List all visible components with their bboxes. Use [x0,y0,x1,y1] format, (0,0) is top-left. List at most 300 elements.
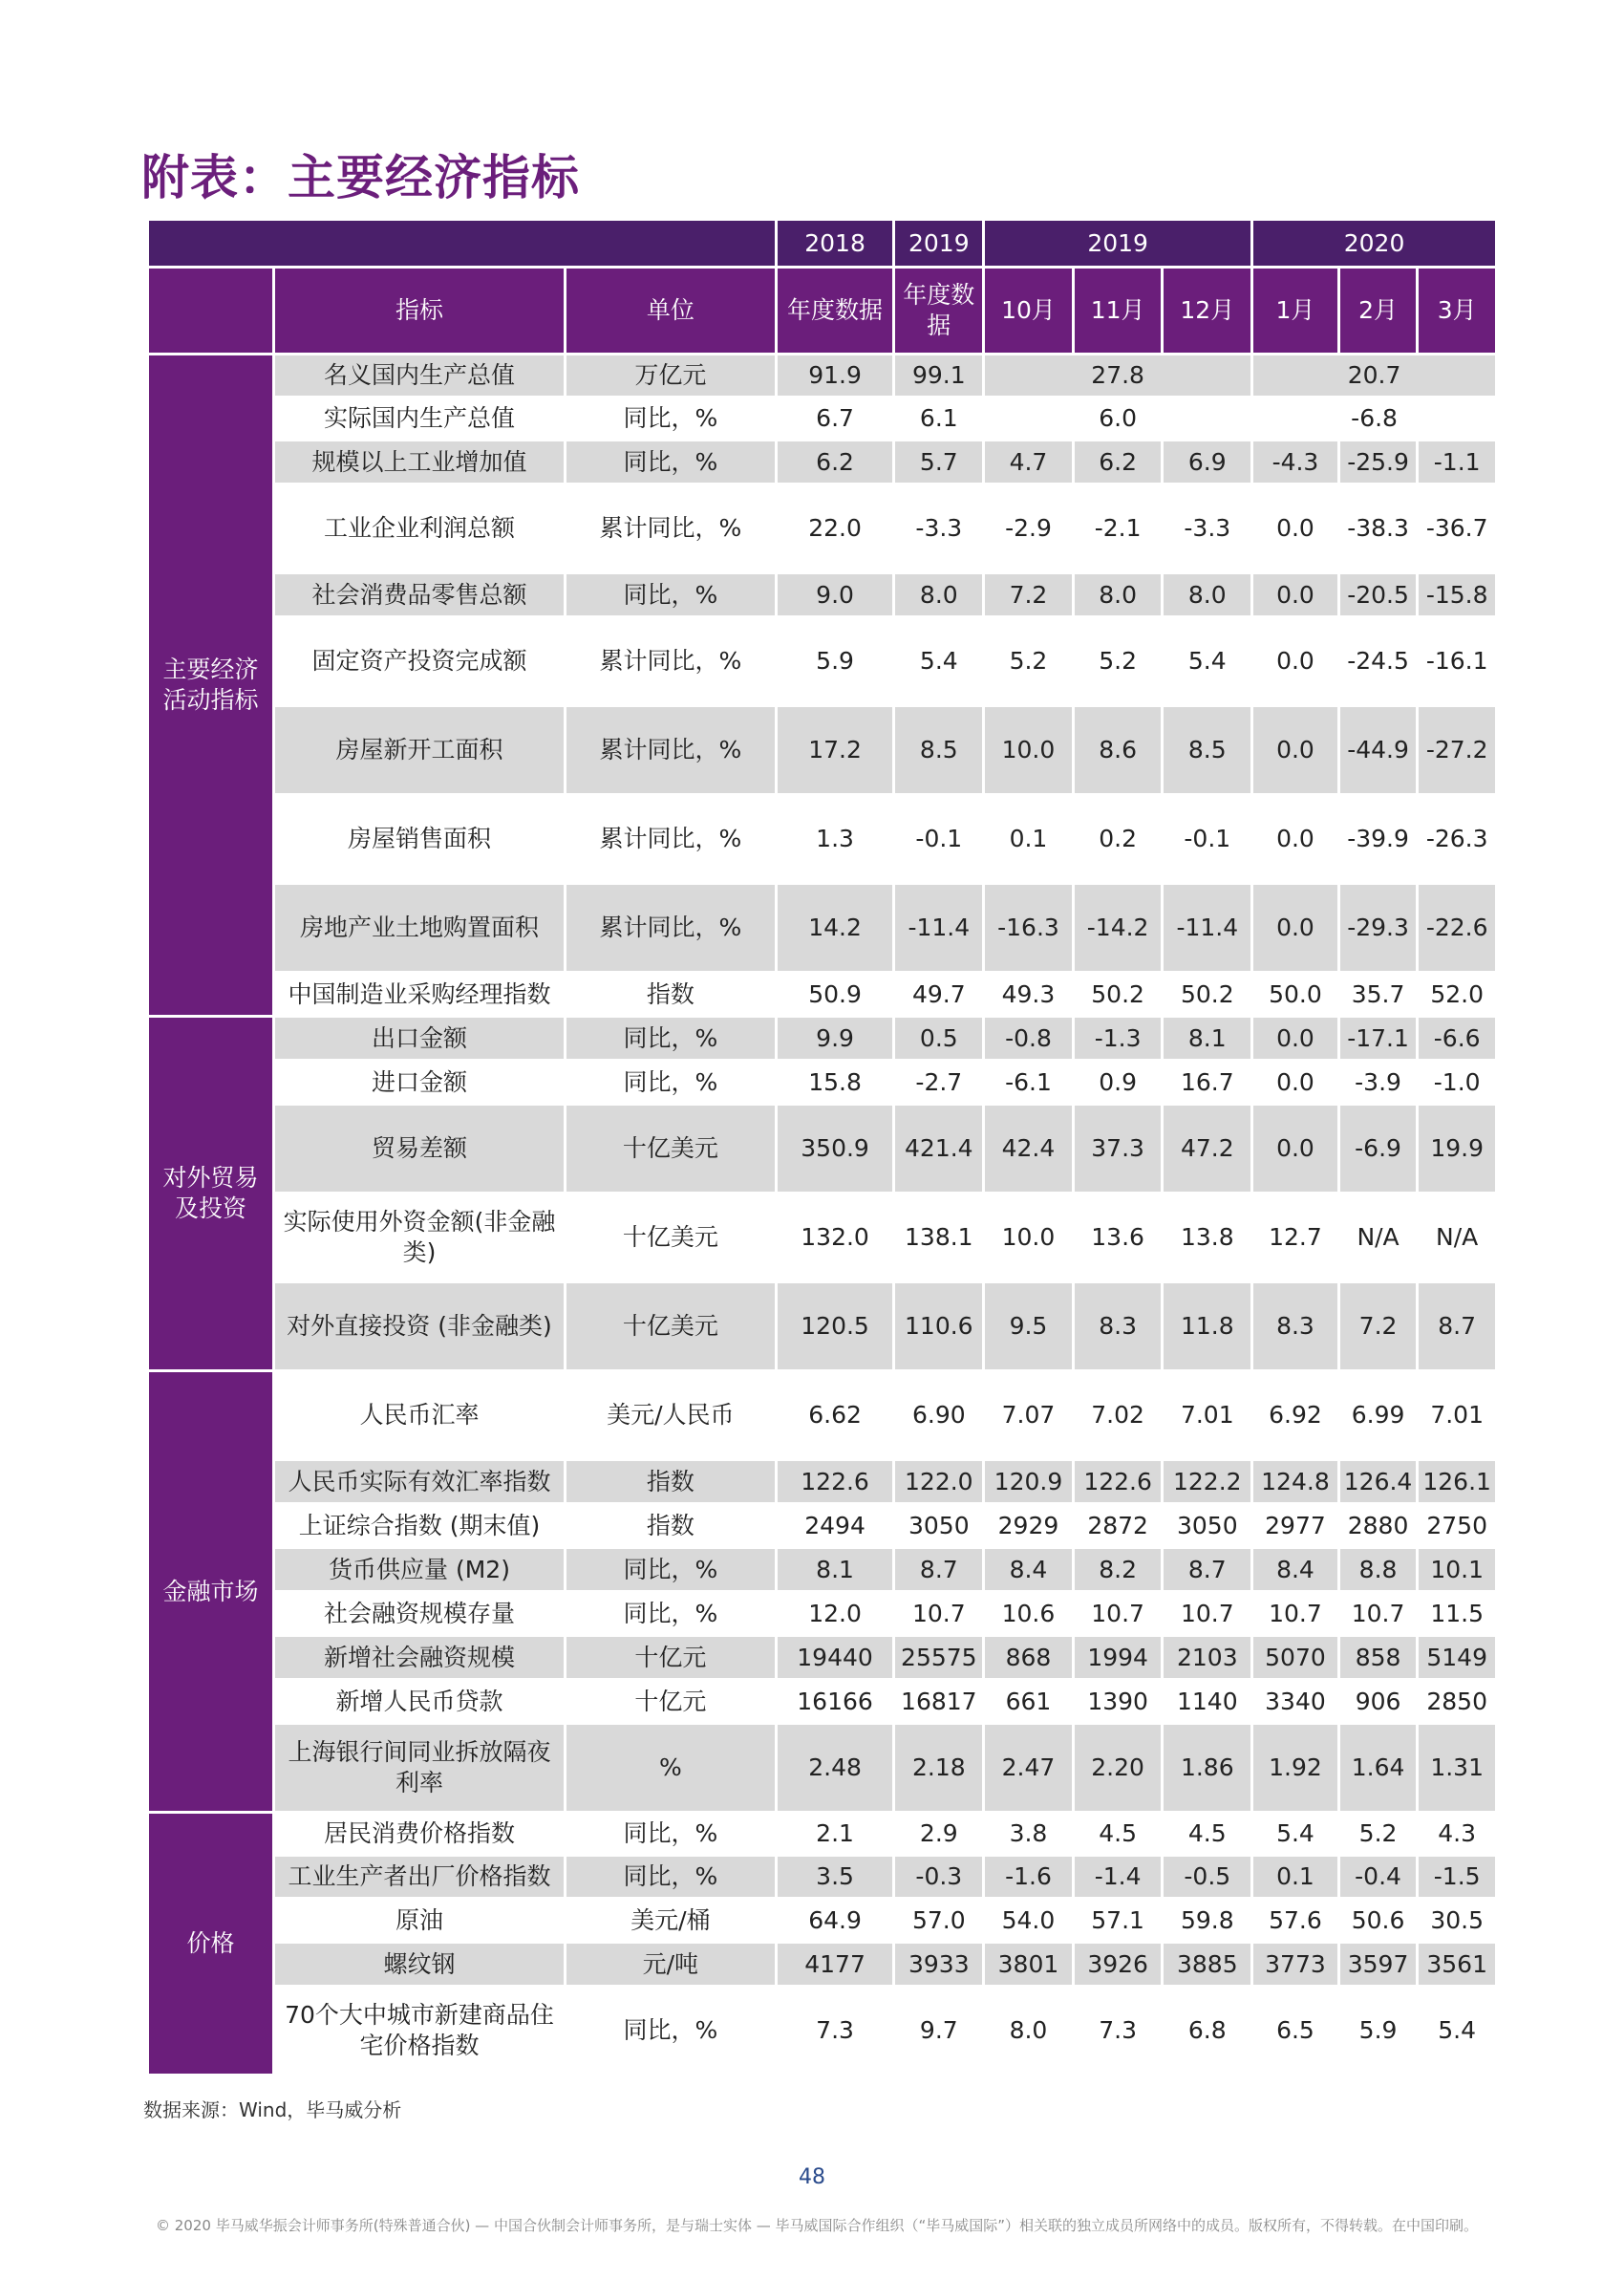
value-cell: 5.4 [1163,617,1252,706]
table-row [148,1724,1497,1813]
value-cell: 8.3 [1073,1282,1163,1371]
copyright-footer: © 2020 毕马威华振会计师事务所(特殊普通合伙) — 中国合伙制会计师事务所，是与瑞士实体 — 毕马威国际合作组织（“毕马威国际”）相关联的独立成员所网络中的成员。版权所有，不得转载。在中国印刷。 [156,2217,1479,2234]
value-cell: -11.4 [894,884,984,973]
value-cell: 4.7 [984,441,1074,484]
value-cell: 42.4 [984,1105,1074,1194]
value-cell: 0.0 [1252,795,1339,884]
indicator-name: 原油 [273,1899,565,1943]
value-cell: 3933 [894,1943,984,1987]
value-cell: 5070 [1252,1636,1339,1680]
indicator-unit: 十亿美元 [566,1194,777,1282]
value-cell: 1390 [1073,1680,1163,1724]
value-cell: -3.3 [1163,484,1252,573]
page-number: 48 [799,2165,825,2189]
value-cell: 35.7 [1338,973,1418,1017]
value-cell: -14.2 [1073,884,1163,973]
indicator-unit: 指数 [566,1504,777,1548]
value-cell: 8.5 [894,706,984,795]
value-cell: 49.7 [894,973,984,1017]
table-row [148,1282,1497,1371]
indicator-name: 螺纹钢 [273,1943,565,1987]
table-row [148,1194,1497,1282]
value-cell: 17.2 [776,706,894,795]
indicator-unit: 十亿美元 [566,1105,777,1194]
value-cell: -1.3 [1073,1017,1163,1061]
value-cell: 16.7 [1163,1061,1252,1105]
indicator-name: 名义国内生产总值 [273,355,565,398]
value-cell: -38.3 [1338,484,1418,573]
value-cell: 8.6 [1073,706,1163,795]
value-cell: 2929 [984,1504,1074,1548]
value-cell: 1.31 [1418,1724,1497,1813]
indicator-name: 规模以上工业增加值 [273,441,565,484]
value-cell: 6.8 [1163,1987,1252,2076]
value-cell: 110.6 [894,1282,984,1371]
value-cell: 1.92 [1252,1724,1339,1813]
value-cell: 3561 [1418,1943,1497,1987]
value-cell: 4.3 [1418,1813,1497,1856]
header-jan: 1月 [1252,268,1339,355]
value-cell: 91.9 [776,355,894,398]
value-cell: 16166 [776,1680,894,1724]
value-cell: 3597 [1338,1943,1418,1987]
value-cell: 6.90 [894,1371,984,1460]
value-cell: 2.9 [894,1813,984,1856]
value-cell: 20.7 [1252,355,1497,398]
table-row [148,1548,1497,1592]
value-cell: -6.6 [1418,1017,1497,1061]
value-cell: 37.3 [1073,1105,1163,1194]
indicator-name: 70个大中城市新建商品住宅价格指数 [273,1987,565,2076]
category-financial-markets: 金融市场 [148,1371,274,1813]
value-cell: 1.64 [1338,1724,1418,1813]
value-cell: 50.2 [1073,973,1163,1017]
value-cell: 0.0 [1252,706,1339,795]
category-prices: 价格 [148,1813,274,2076]
value-cell: 5.7 [894,441,984,484]
indicator-unit: 十亿元 [566,1636,777,1680]
value-cell: -1.4 [1073,1856,1163,1899]
indicator-unit: 十亿元 [566,1680,777,1724]
value-cell: 2.48 [776,1724,894,1813]
table-row [148,1105,1497,1194]
value-cell: -16.1 [1418,617,1497,706]
value-cell: 0.0 [1252,1061,1339,1105]
value-cell: -0.8 [984,1017,1074,1061]
indicator-unit: 累计同比，% [566,795,777,884]
value-cell: 57.6 [1252,1899,1339,1943]
value-cell: 10.7 [1338,1592,1418,1636]
value-cell: -2.1 [1073,484,1163,573]
indicator-unit: 指数 [566,1460,777,1504]
value-cell: 8.0 [1073,573,1163,617]
economic-indicators-table [146,218,1498,2076]
indicator-unit: 同比，% [566,1017,777,1061]
indicator-unit: 十亿美元 [566,1282,777,1371]
indicator-unit: 同比，% [566,1813,777,1856]
value-cell: 99.1 [894,355,984,398]
indicator-unit: 累计同比，% [566,884,777,973]
value-cell: 3340 [1252,1680,1339,1724]
value-cell: 124.8 [1252,1460,1339,1504]
value-cell: 5.2 [1073,617,1163,706]
value-cell: 0.2 [1073,795,1163,884]
value-cell: -36.7 [1418,484,1497,573]
value-cell: 8.1 [1163,1017,1252,1061]
table-row [148,1856,1497,1899]
indicator-unit: 指数 [566,973,777,1017]
value-cell: 3050 [894,1504,984,1548]
value-cell: -26.3 [1418,795,1497,884]
value-cell: 3.5 [776,1856,894,1899]
value-cell: 14.2 [776,884,894,973]
value-cell: -1.5 [1418,1856,1497,1899]
table-row [148,1371,1497,1460]
indicator-unit: 累计同比，% [566,617,777,706]
value-cell: 50.6 [1338,1899,1418,1943]
value-cell: 16817 [894,1680,984,1724]
value-cell: -25.9 [1338,441,1418,484]
value-cell: 59.8 [1163,1899,1252,1943]
value-cell: N/A [1418,1194,1497,1282]
table-row [148,617,1497,706]
value-cell: 6.2 [1073,441,1163,484]
table-row [148,1460,1497,1504]
value-cell: 10.0 [984,1194,1074,1282]
header-feb: 2月 [1338,268,1418,355]
indicator-name: 进口金额 [273,1061,565,1105]
value-cell: 54.0 [984,1899,1074,1943]
value-cell: 3885 [1163,1943,1252,1987]
value-cell: 0.0 [1252,884,1339,973]
value-cell: 49.3 [984,973,1074,1017]
value-cell: 2750 [1418,1504,1497,1548]
table-row [148,706,1497,795]
value-cell: 6.99 [1338,1371,1418,1460]
indicator-name: 房屋销售面积 [273,795,565,884]
value-cell: 8.0 [894,573,984,617]
value-cell: -39.9 [1338,795,1418,884]
value-cell: 7.01 [1163,1371,1252,1460]
value-cell: 0.1 [1252,1856,1339,1899]
value-cell: 858 [1338,1636,1418,1680]
value-cell: 12.0 [776,1592,894,1636]
value-cell: 132.0 [776,1194,894,1282]
indicator-name: 人民币实际有效汇率指数 [273,1460,565,1504]
header-year-2020-months: 2020 [1252,220,1497,268]
value-cell: N/A [1338,1194,1418,1282]
table-row [148,1813,1497,1856]
value-cell: 350.9 [776,1105,894,1194]
value-cell: -27.2 [1418,706,1497,795]
header-annual-2018: 年度数据 [776,268,894,355]
table-row [148,1943,1497,1987]
value-cell: 2872 [1073,1504,1163,1548]
indicator-name: 实际国内生产总值 [273,398,565,441]
value-cell: 3773 [1252,1943,1339,1987]
value-cell: 5.4 [894,617,984,706]
value-cell: 15.8 [776,1061,894,1105]
indicator-unit: 同比，% [566,441,777,484]
value-cell: 52.0 [1418,973,1497,1017]
indicator-name: 社会融资规模存量 [273,1592,565,1636]
page-title: 附表：主要经济指标 [141,150,580,205]
value-cell: 10.0 [984,706,1074,795]
value-cell: 8.7 [1163,1548,1252,1592]
indicator-unit: 同比，% [566,1856,777,1899]
header-blank [148,220,777,268]
indicator-name: 固定资产投资完成额 [273,617,565,706]
value-cell: 0.0 [1252,1017,1339,1061]
value-cell: 126.1 [1418,1460,1497,1504]
value-cell: 13.8 [1163,1194,1252,1282]
value-cell: -1.1 [1418,441,1497,484]
value-cell: -3.9 [1338,1061,1418,1105]
value-cell: 2880 [1338,1504,1418,1548]
value-cell: 6.5 [1252,1987,1339,2076]
table-row [148,884,1497,973]
value-cell: 1.3 [776,795,894,884]
value-cell: 2494 [776,1504,894,1548]
value-cell: -2.9 [984,484,1074,573]
value-cell: 9.7 [894,1987,984,2076]
header-year-2018: 2018 [776,220,894,268]
value-cell: -1.6 [984,1856,1074,1899]
value-cell: 0.9 [1073,1061,1163,1105]
value-cell: 50.0 [1252,973,1339,1017]
value-cell: 868 [984,1636,1074,1680]
value-cell: 7.3 [776,1987,894,2076]
value-cell: -6.8 [1252,398,1497,441]
value-cell: 421.4 [894,1105,984,1194]
header-annual-2019: 年度数据 [894,268,984,355]
table-row [148,1592,1497,1636]
value-cell: 3.8 [984,1813,1074,1856]
value-cell: 9.0 [776,573,894,617]
table-row [148,1061,1497,1105]
table-row [148,1987,1497,2076]
indicator-unit: 美元/人民币 [566,1371,777,1460]
value-cell: -6.1 [984,1061,1074,1105]
category-trade-investment: 对外贸易及投资 [148,1017,274,1371]
indicator-name: 人民币汇率 [273,1371,565,1460]
table-row [148,398,1497,441]
indicator-name: 房屋新开工面积 [273,706,565,795]
value-cell: 19.9 [1418,1105,1497,1194]
indicator-unit: 美元/桶 [566,1899,777,1943]
value-cell: 6.62 [776,1371,894,1460]
value-cell: 122.2 [1163,1460,1252,1504]
value-cell: 25575 [894,1636,984,1680]
value-cell: 22.0 [776,484,894,573]
table-row [148,573,1497,617]
value-cell: -0.1 [1163,795,1252,884]
value-cell: -2.7 [894,1061,984,1105]
header-year-row [148,220,1497,268]
value-cell: 3801 [984,1943,1074,1987]
value-cell: 10.6 [984,1592,1074,1636]
indicator-name: 出口金额 [273,1017,565,1061]
header-year-2019-annual: 2019 [894,220,984,268]
indicator-unit: 同比，% [566,1592,777,1636]
value-cell: 12.7 [1252,1194,1339,1282]
value-cell: 10.1 [1418,1548,1497,1592]
value-cell: 9.5 [984,1282,1074,1371]
value-cell: -16.3 [984,884,1074,973]
indicator-unit: 同比，% [566,573,777,617]
value-cell: 6.9 [1163,441,1252,484]
header-year-2019-months: 2019 [984,220,1252,268]
value-cell: 57.0 [894,1899,984,1943]
value-cell: 2.18 [894,1724,984,1813]
value-cell: 8.0 [1163,573,1252,617]
value-cell: 8.2 [1073,1548,1163,1592]
value-cell: 5.9 [776,617,894,706]
header-unit: 单位 [566,268,777,355]
value-cell: -6.9 [1338,1105,1418,1194]
value-cell: -24.5 [1338,617,1418,706]
indicator-name: 实际使用外资金额(非金融类) [273,1194,565,1282]
indicator-unit: 同比，% [566,1987,777,2076]
header-oct: 10月 [984,268,1074,355]
value-cell: 122.6 [776,1460,894,1504]
value-cell: 8.0 [984,1987,1074,2076]
indicator-name: 对外直接投资 (非金融类) [273,1282,565,1371]
value-cell: 2103 [1163,1636,1252,1680]
value-cell: 30.5 [1418,1899,1497,1943]
indicator-name: 工业企业利润总额 [273,484,565,573]
table-row [148,484,1497,573]
value-cell: 5.2 [984,617,1074,706]
table-row [148,1680,1497,1724]
value-cell: -15.8 [1418,573,1497,617]
indicator-name: 工业生产者出厂价格指数 [273,1856,565,1899]
table-row [148,973,1497,1017]
indicator-name: 中国制造业采购经理指数 [273,973,565,1017]
value-cell: 13.6 [1073,1194,1163,1282]
indicator-name: 上证综合指数 (期末值) [273,1504,565,1548]
table-row [148,1017,1497,1061]
header-indicator: 指标 [273,268,565,355]
value-cell: -0.3 [894,1856,984,1899]
value-cell: 47.2 [1163,1105,1252,1194]
value-cell: 0.1 [984,795,1074,884]
value-cell: -29.3 [1338,884,1418,973]
value-cell: 2.1 [776,1813,894,1856]
indicator-unit: 同比，% [566,1548,777,1592]
value-cell: 4.5 [1073,1813,1163,1856]
value-cell: 0.0 [1252,484,1339,573]
value-cell: 906 [1338,1680,1418,1724]
value-cell: 3926 [1073,1943,1163,1987]
indicator-unit: 同比，% [566,398,777,441]
value-cell: 50.9 [776,973,894,1017]
value-cell: 7.3 [1073,1987,1163,2076]
value-cell: 5.4 [1252,1813,1339,1856]
value-cell: 64.9 [776,1899,894,1943]
value-cell: 8.4 [1252,1548,1339,1592]
value-cell: 2.47 [984,1724,1074,1813]
value-cell: 8.1 [776,1548,894,1592]
indicator-name: 居民消费价格指数 [273,1813,565,1856]
value-cell: 2977 [1252,1504,1339,1548]
header-mar: 3月 [1418,268,1497,355]
value-cell: 10.7 [894,1592,984,1636]
value-cell: 5.9 [1338,1987,1418,2076]
indicator-name: 房地产业土地购置面积 [273,884,565,973]
indicator-unit: 累计同比，% [566,484,777,573]
indicator-name: 社会消费品零售总额 [273,573,565,617]
value-cell: 120.5 [776,1282,894,1371]
table-row [148,1636,1497,1680]
value-cell: 6.2 [776,441,894,484]
value-cell: 4.5 [1163,1813,1252,1856]
value-cell: 5.2 [1338,1813,1418,1856]
value-cell: 0.0 [1252,617,1339,706]
value-cell: 7.2 [1338,1282,1418,1371]
value-cell: -0.4 [1338,1856,1418,1899]
value-cell: 6.92 [1252,1371,1339,1460]
value-cell: 7.2 [984,573,1074,617]
indicator-name: 货币供应量 (M2) [273,1548,565,1592]
indicator-unit: 累计同比，% [566,706,777,795]
value-cell: 1140 [1163,1680,1252,1724]
value-cell: -44.9 [1338,706,1418,795]
header-category-blank [148,268,274,355]
value-cell: -17.1 [1338,1017,1418,1061]
indicator-name: 贸易差额 [273,1105,565,1194]
indicator-unit: 同比，% [566,1061,777,1105]
table-row [148,795,1497,884]
indicator-name: 新增社会融资规模 [273,1636,565,1680]
value-cell: 661 [984,1680,1074,1724]
value-cell: 2.20 [1073,1724,1163,1813]
value-cell: -1.0 [1418,1061,1497,1105]
value-cell: 6.7 [776,398,894,441]
indicator-name: 新增人民币贷款 [273,1680,565,1724]
value-cell: -11.4 [1163,884,1252,973]
table-row [148,1504,1497,1548]
value-cell: 19440 [776,1636,894,1680]
value-cell: 8.5 [1163,706,1252,795]
value-cell: 8.7 [1418,1282,1497,1371]
value-cell: 7.01 [1418,1371,1497,1460]
value-cell: 11.8 [1163,1282,1252,1371]
indicator-name: 上海银行间同业拆放隔夜利率 [273,1724,565,1813]
value-cell: 50.2 [1163,973,1252,1017]
value-cell: 1994 [1073,1636,1163,1680]
value-cell: 11.5 [1418,1592,1497,1636]
value-cell: 4177 [776,1943,894,1987]
value-cell: -22.6 [1418,884,1497,973]
header-dec: 12月 [1163,268,1252,355]
value-cell: 3050 [1163,1504,1252,1548]
value-cell: 10.7 [1163,1592,1252,1636]
value-cell: 0.5 [894,1017,984,1061]
value-cell: 0.0 [1252,573,1339,617]
value-cell: 120.9 [984,1460,1074,1504]
value-cell: 138.1 [894,1194,984,1282]
value-cell: 2850 [1418,1680,1497,1724]
value-cell: -0.1 [894,795,984,884]
value-cell: 0.0 [1252,1105,1339,1194]
value-cell: 126.4 [1338,1460,1418,1504]
table-row [148,441,1497,484]
value-cell: 122.0 [894,1460,984,1504]
value-cell: -0.5 [1163,1856,1252,1899]
value-cell: 57.1 [1073,1899,1163,1943]
value-cell: 10.7 [1252,1592,1339,1636]
